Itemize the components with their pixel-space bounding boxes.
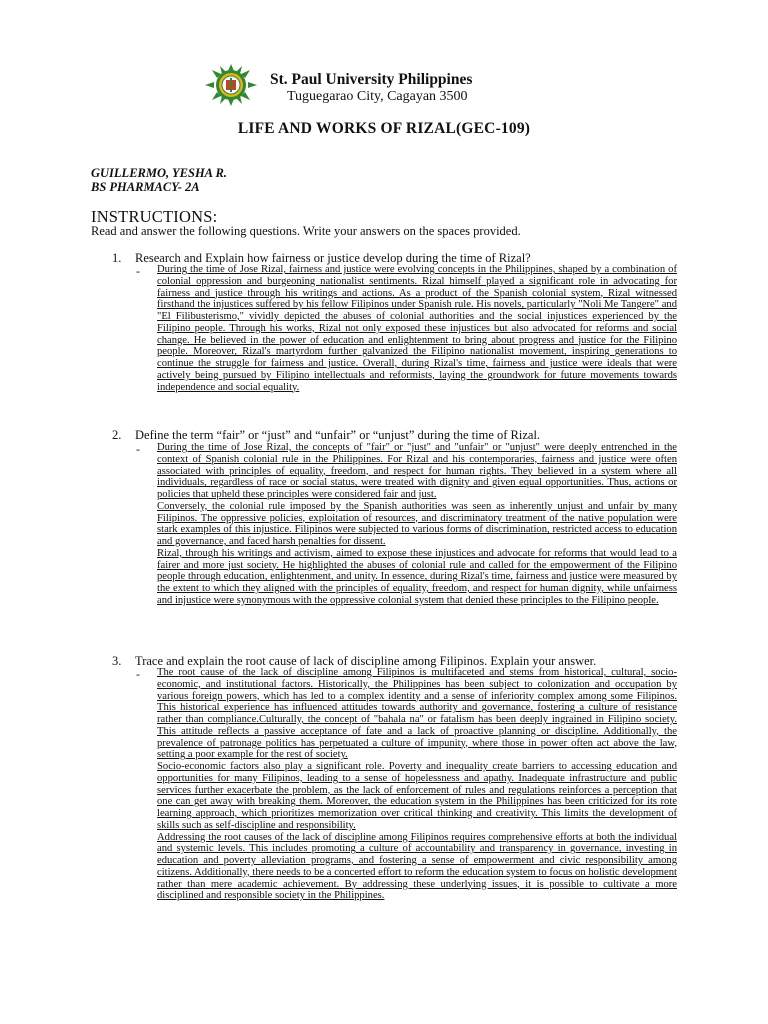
answer-1 <box>157 264 677 393</box>
answer-bullet: - <box>136 667 140 681</box>
answer-2 <box>157 442 677 607</box>
answer-bullet: - <box>136 264 140 278</box>
university-name: St. Paul University Philippines <box>270 71 473 88</box>
instructions-text: Read and answer the following questions. Write your answers on the spaces provided. <box>91 224 521 238</box>
student-name: GUILLERMO, YESHA R. <box>91 166 227 180</box>
university-seal-icon <box>205 64 257 106</box>
answer-paragraph: Addressing the root causes of the lack of discipline among Filipinos requires comprehensive efforts at both the individual and systemic levels. This includes promoting a culture of accountability and transparency in governance, investing in education and poverty alleviation programs, and fostering a sense of empowerment and civic responsibility among citizens. Additionally, there needs to be a concerted effort to reform the education system to focus on holistic development rather than mere academic achievement. By addressing these underlying issues, it is possible to cultivate a more disciplined and responsible society in the Philippines. <box>157 831 677 902</box>
question-text: Trace and explain the root cause of lack of discipline among Filipinos. Explain your answer. <box>135 654 597 668</box>
question-number: 2. <box>112 428 122 442</box>
answer-paragraph: The root cause of the lack of discipline among Filipinos is multifaceted and stems from historical, cultural, socio-economic, and institutional factors. Historically, the Philippines has been subject to colonization and occupation by various foreign powers, which has led to a complex identity and a sense of inferiority complex among some Filipinos. This historical experience has influenced attitudes towards authority and governance, fostering a culture of resistance rather than compliance.Culturally, the concept of "bahala na" or fatalism has been deeply ingrained in Filipino society. This attitude reflects a passive acceptance of fate and a lack of proactive planning or discipline. Additionally, the prevalence of patronage politics has perpetuated a culture of impunity, where those in power often act above the law, setting a poor example for the rest of society. <box>157 667 677 761</box>
question-text: Define the term “fair” or “just” and “unfair” or “unjust” during the time of Rizal. <box>135 428 541 442</box>
instructions-heading: INSTRUCTIONS: <box>91 207 218 226</box>
question-text: Research and Explain how fairness or justice develop during the time of Rizal? <box>135 251 531 265</box>
answer-paragraph: Rizal, through his writings and activism, aimed to expose these injustices and advocate for reforms that would lead to a fairer and more just society. He highlighted the abuses of colonial rule and called for the empowerment of the Filipino people through education, enlightenment, and unity. In essence, during Rizal's time, fairness and justice were measured by the extent to which they aligned with the principles of equality, freedom, and respect for human dignity, while unfairness and injustice were synonymous with the oppressive colonial system that denied these principles to the Filipino people. <box>157 547 677 606</box>
answer-paragraph: During the time of Jose Rizal, fairness and justice were evolving concepts in the Philippines, shaped by a combination of colonial oppression and burgeoning nationalist sentiments. Rizal himself played a significant role in advocating for fairness and justice through his writings and actions. As a product of the Spanish colonial system, Rizal witnessed firsthand the injustices suffered by his fellow Filipinos under Spanish rule. His novels, particularly "Noli Me Tangere" and "El Filibusterismo," vividly depicted the abuses of colonial authorities and the social injustices experienced by the Filipino people. Through his works, Rizal not only exposed these injustices but also advocated for reforms and social change. He believed in the power of education and enlightenment to bring about progress and justice for the Filipino people. Moreover, Rizal's martyrdom further galvanized the Filipino nationalist movement, inspiring generations to continue the struggle for fairness and justice. Overall, during Rizal's time, fairness and justice were ideals that were actively being pursued by Filipino intellectuals and reformists, laying the groundwork for future movements towards independence and social equality. <box>157 264 677 393</box>
answer-3 <box>157 667 677 902</box>
student-info <box>91 166 227 194</box>
student-program: BS PHARMACY- 2A <box>91 180 200 194</box>
university-address: Tuguegarao City, Cagayan 3500 <box>287 89 468 104</box>
course-title: LIFE AND WORKS OF RIZAL(GEC-109) <box>237 120 531 137</box>
question-2 <box>112 428 540 443</box>
answer-paragraph: Socio-economic factors also play a significant role. Poverty and inequality create barriers to accessing education and opportunities for many Filipinos, leading to a sense of hopelessness and apathy. Inadequate infrastructure and public services further exacerbate the problem, as the lack of enforcement of rules and regulations reinforces a perception that one can get away with breaking them. Moreover, the education system in the Philippines has been criticized for its rote learning approach, which prioritizes memorization over critical thinking and creativity. This limits the development of skills such as self-discipline and responsibility. <box>157 761 677 831</box>
answer-paragraph: Conversely, the colonial rule imposed by the Spanish authorities was seen as inherently unjust and unfair by many Filipinos. The oppressive policies, exploitation of resources, and discriminatory treatment of the native population were stark examples of this injustice. Filipinos were subjected to various forms of discrimination, restricted access to education and governance, and faced harsh penalties for dissent. <box>157 500 677 547</box>
question-number: 3. <box>112 654 122 668</box>
answer-bullet: - <box>136 442 140 456</box>
question-number: 1. <box>112 251 122 265</box>
answer-paragraph: During the time of Jose Rizal, the concepts of "fair" or "just" and "unfair" or "unjust" were deeply entrenched in the context of Spanish colonial rule in the Philippines. For Rizal and his contemporaries, fairness and justice were often associated with principles of equality, freedom, and respect for human rights. They believed in a system where all individuals, regardless of race or social status, were treated with dignity and given equal opportunities. Thus, actions or policies that upheld these principles were considered fair and just. <box>157 442 677 500</box>
